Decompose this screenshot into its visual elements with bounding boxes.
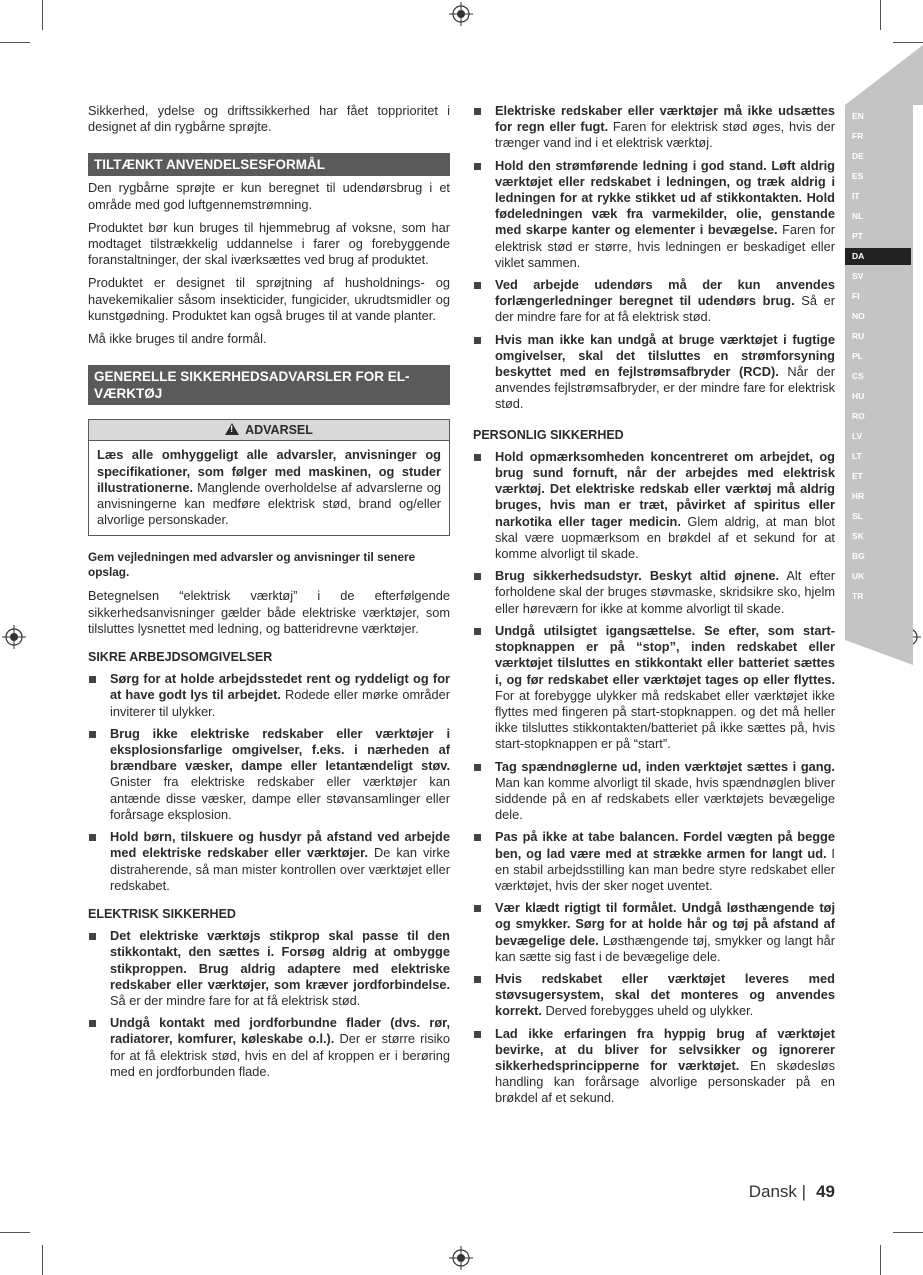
language-tab-sk[interactable]: SK [852, 531, 864, 541]
bullet-item [88, 726, 450, 823]
electrical-list [88, 928, 450, 1080]
bullet-text: Gnister fra elektriske redskaber eller værktøjer kan antænde disse væsker, dampe eller støvansamlinger eller forårsage eksplosion. [110, 774, 450, 822]
language-tab-da[interactable]: DA [845, 248, 911, 265]
warning-label: ADVARSEL [245, 423, 313, 438]
bullet-text: For at forebygge ulykker må redskabet eller værktøjet ikke flyttes med fingeren på start-stopknappen. og det må heller ikke tilsluttes stikkontakten/batteriet på ikke sættes på, hvis start-stopknappen er på “start”. [495, 687, 835, 752]
bullet-square-icon [89, 834, 96, 841]
bullet-item [88, 671, 450, 720]
language-tab-tr[interactable]: TR [852, 591, 864, 601]
warning-triangle-icon: ! [225, 423, 239, 435]
heading-personal: PERSONLIG SIKKERHED [473, 427, 624, 442]
bullet-square-icon [474, 905, 481, 912]
language-tab-nl[interactable]: NL [852, 211, 864, 221]
warning-header [89, 420, 449, 441]
bullet-text: De kan virke distraherende, så man mister kontrollen over værktøjet eller redskabet. [110, 845, 450, 893]
language-tab-pt[interactable]: PT [852, 231, 863, 241]
section-title-general-warnings: GENERELLE SIKKERHEDSADVARSLER FOR EL-VÆRKTØJ [88, 365, 450, 405]
bullet-bold-text: Brug ikke elektriske redskaber eller værktøjer i eksplosionsfarlige omgivelser, f.eks. i nærheden af brændbare væsker, dampe eller letantændeligt støv. [110, 725, 450, 774]
bullet-square-icon [89, 676, 96, 683]
bullet-item [473, 332, 835, 413]
bullet-bold-text: Undgå utilsigtet igangsættelse. Se efter, som start-stopknappen er på “stop”, inden redskabet eller værktøjet tilsluttes en stikkontakt eller batteriet sættes i, og før redskabet eller værktøjet tages op eller flyttes. [495, 622, 835, 687]
bullet-text: I en stabil arbejdsstilling kan man bedre styre redskabet eller værktøjet, hvis der sker noget uventet. [495, 845, 835, 893]
language-tab-no[interactable]: NO [852, 311, 865, 321]
keep-instructions-note: Gem vejledningen med advarsler og anvisninger til senere opslag. [88, 550, 416, 580]
language-tab-de[interactable]: DE [852, 151, 864, 161]
definition-paragraph: Betegnelsen “elektrisk værktøj” i de efterfølgende sikkerhedsanvisninger gælder både elektriske værktøjer, som tilsluttes lysnettet med ledning, og batteridrevne værktøjer. [88, 588, 450, 636]
language-tab-uk[interactable]: UK [852, 571, 865, 581]
language-tab-it[interactable]: IT [852, 191, 860, 201]
bullet-item [88, 829, 450, 894]
bullet-item [473, 623, 835, 753]
bullet-bold-text: Brug sikkerhedsudstyr. Beskyt altid øjnene. [495, 568, 780, 584]
bullet-item [473, 103, 835, 152]
bullet-text: Så er der mindre fare for at få elektrisk stød. [110, 992, 361, 1008]
bullet-text: Når der anvendes fejlstrømsafbryder, er der mindre fare for elektrisk stød. [495, 364, 836, 412]
warning-text-bold: Læs alle omhyggeligt alle advarsler, anvisninger og specifikationer, som følger med maskinen, og studer illustrationerne. [97, 447, 441, 495]
bullet-bold-text: Hold den strømførende ledning i god stand. Løft aldrig værktøjet eller redskabet i ledningen, og træk aldrig i ledningen for at rykke stikket ud af stikkontakten. Hold fødeledningen væk fra varmekilder, olie, genstande med skarpe kanter og elementer i bevægelse. [495, 157, 835, 238]
bullet-item [473, 759, 835, 824]
intended-use-paragraph: Må ikke bruges til andre formål. [88, 331, 267, 347]
language-tab-ru[interactable]: RU [852, 331, 865, 341]
language-tab-sl[interactable]: SL [852, 511, 863, 521]
bullet-item [473, 568, 835, 617]
bullet-square-icon [474, 764, 481, 771]
bullet-square-icon [89, 933, 96, 940]
bullet-item [88, 928, 450, 1009]
bullet-item [473, 158, 835, 271]
bullet-text: Løsthængende tøj, smykker og langt hår kan sætte sig fast i de bevægelige dele. [495, 932, 835, 964]
bullet-item [473, 900, 835, 965]
bullet-bold-text: Pas på ikke at tabe balancen. Fordel vægten på begge ben, og lad være med at strække armen for langt ud. [495, 829, 835, 861]
bullet-text: Rodede eller mørke områder inviterer til ulykker. [110, 687, 450, 719]
bullet-bold-text: Hvis man ikke kan undgå at bruge værktøjet i fugtige omgivelser, skal det tilsluttes en strømforsyning beskyttet med en fejlstrømsafbryder (RCD). [495, 331, 835, 380]
crop-mark [42, 1245, 43, 1275]
bullet-text: Der er større risiko for at få elektrisk stød, hvis en del af kroppen er i berøring med en jordforbunden flade. [110, 1031, 451, 1079]
language-tab-fr[interactable]: FR [852, 131, 864, 141]
language-tabs [845, 108, 911, 608]
bullet-bold-text: Elektriske redskaber eller værktøjer må ikke udsættes for regn eller fugt. [495, 103, 835, 135]
language-tab-cs[interactable]: CS [852, 371, 864, 381]
bullet-item [473, 829, 835, 894]
page-footer [749, 1182, 835, 1202]
language-tab-en[interactable]: EN [852, 111, 864, 121]
language-tab-ro[interactable]: RO [852, 411, 865, 421]
language-tab-lv[interactable]: LV [852, 431, 863, 441]
bullet-text: Alt efter forholdene skal der bruges støvmaske, skridsikre sko, hjelm eller høreværn for ikke at komme alvorligt til skade. [495, 568, 835, 616]
bullet-square-icon [474, 282, 481, 289]
crop-mark [893, 1232, 923, 1233]
bullet-bold-text: Undgå kontakt med jordforbundne flader (dvs. rør, radiatorer, komfurer, køleskabe o.l.). [110, 1015, 450, 1047]
heading-electrical: ELEKTRISK SIKKERHED [88, 906, 236, 921]
crop-mark [0, 42, 30, 43]
bullet-square-icon [89, 1020, 96, 1027]
bullet-item [473, 1026, 835, 1107]
language-tab-sv[interactable]: SV [852, 271, 864, 281]
language-tab-lt[interactable]: LT [852, 451, 862, 461]
bullet-square-icon [474, 628, 481, 635]
bullet-square-icon [474, 1031, 481, 1038]
crop-mark [0, 1232, 30, 1233]
bullet-bold-text: Vær klædt rigtigt til formålet. Undgå løsthængende tøj og smykker. Sørg for at holde hår og tøj på afstand af bevægelige dele. [495, 900, 835, 948]
bullet-text: En skødesløs handling kan forårsage alvorlige personskader på en brøkdel af et sekund. [495, 1057, 835, 1106]
bullet-bold-text: Det elektriske værktøjs stikprop skal passe til den stikkontakt, den sættes i. Forsøg aldrig at ombygge stikproppen. Brug aldrig adaptere med elektriske redskaber eller værktøjer, som kræver jordforbindelse. [110, 928, 450, 992]
section-title-intended-use: TILTÆNKT ANVENDELSESFORMÅL [88, 153, 450, 176]
electrical-list-continued [473, 103, 835, 413]
bullet-square-icon [474, 163, 481, 170]
bullet-bold-text: Hold børn, tilskuere og husdyr på afstand ved arbejde med elektriske redskaber eller værktøjer. [110, 829, 450, 861]
bullet-text: Faren for elektrisk stød er større, hvis ledningen er beskadiget eller viklet sammen. [495, 222, 835, 270]
bullet-item [473, 277, 835, 326]
heading-work-area: SIKRE ARBEJDSOMGIVELSER [88, 650, 273, 665]
bullet-bold-text: Lad ikke erfaringen fra hyppig brug af værktøjet bevirke, at du bliver for selvsikker og ignorerer sikkerhedsprincipperne for værktøjet. [495, 1025, 835, 1073]
bullet-square-icon [474, 573, 481, 580]
left-column [88, 103, 450, 1086]
bullet-bold-text: Sørg for at holde arbejdsstedet rent og ryddeligt og for at have godt lys til arbejdet. [110, 671, 450, 703]
intended-use-paragraph: Produktet er designet til sprøjtning af husholdnings- og havekemikalier såsom insekticider, fungicider, ukrudtsmidler og kunstgødning. Produktet kan også bruges til at vande planter. [88, 275, 450, 323]
language-tab-es[interactable]: ES [852, 171, 864, 181]
bullet-bold-text: Tag spændnøglerne ud, inden værktøjet sættes i gang. [495, 758, 835, 774]
intended-use-paragraph: Produktet bør kun bruges til hjemmebrug af voksne, som har modtaget tilstrækkelig uddannelse i farer og forebyggende foranstaltninger, der skal iværksættes ved brug af produktet. [88, 219, 450, 268]
bullet-square-icon [474, 337, 481, 344]
warning-text-rest: Manglende overholdelse af advarslerne og anvisningerne kan medføre elektrisk stød, brand og/eller alvorlige personskader. [97, 479, 441, 528]
personal-safety-list [473, 449, 835, 1107]
bullet-item [473, 971, 835, 1020]
warning-box [88, 419, 450, 536]
bullet-square-icon [474, 108, 481, 115]
bullet-item [88, 1015, 450, 1080]
crop-mark [880, 1245, 881, 1275]
bullet-square-icon [89, 731, 96, 738]
bullet-square-icon [474, 454, 481, 461]
bullet-text: Faren for elektrisk stød øges, hvis der trænger vand ind i et elektrisk værktøj. [495, 119, 835, 151]
crop-mark [42, 0, 43, 30]
language-tab-et[interactable]: ET [852, 471, 863, 481]
bullet-text: Derved forebygges uheld og ulykker. [541, 1003, 754, 1019]
language-tab-fi[interactable]: FI [852, 291, 860, 301]
bullet-item [473, 449, 835, 562]
right-column [473, 103, 835, 1113]
footer-language: Dansk | [748, 1182, 807, 1201]
bullet-bold-text: Ved arbejde udendørs må der kun anvendes forlængerledninger beregnet til udendørs brug. [495, 277, 835, 309]
registration-mark-icon [449, 2, 473, 26]
language-tab-bg[interactable]: BG [852, 551, 865, 561]
language-tab-hr[interactable]: HR [852, 491, 865, 501]
intro-text: Sikkerhed, ydelse og driftssikkerhed har fået topprioritet i designet af din rygbårne sprøjte. [88, 103, 450, 135]
intended-use-paragraph: Den rygbårne sprøjte er kun beregnet til udendørsbrug i et område med god luftgennemstrømning. [88, 180, 450, 212]
language-tab-hu[interactable]: HU [852, 391, 865, 401]
bullet-square-icon [474, 834, 481, 841]
registration-mark-icon [2, 625, 26, 649]
bullet-text: Så er der mindre fare for at få elektrisk stød. [495, 293, 835, 325]
work-area-list [88, 671, 450, 894]
bullet-bold-text: Hvis redskabet eller værktøjet leveres med støvsugersystem, skal det monteres og anvendes korrekt. [495, 970, 835, 1019]
warning-text [89, 441, 449, 535]
bullet-bold-text: Hold opmærksomheden koncentreret om arbejdet, og brug sund fornuft, når der arbejdes med elektrisk værktøj. Det elektriske redskab eller værktøj må aldrig bruges, hvis man er træt, påvirket af spiritus eller narkotika eller tager medicin. [495, 448, 835, 529]
page-number: 49 [816, 1182, 835, 1201]
registration-mark-icon [449, 1246, 473, 1270]
language-tab-pl[interactable]: PL [852, 351, 863, 361]
bullet-text: Man kan komme alvorligt til skade, hvis spændnøglen bliver siddende på en af redskabets eller værktøjets bevægelige dele. [495, 774, 835, 823]
bullet-text: Glem aldrig, at man blot skal være uopmærksom en brøkdel af et sekund for at komme alvorligt til skade. [495, 513, 835, 562]
bullet-square-icon [474, 976, 481, 983]
